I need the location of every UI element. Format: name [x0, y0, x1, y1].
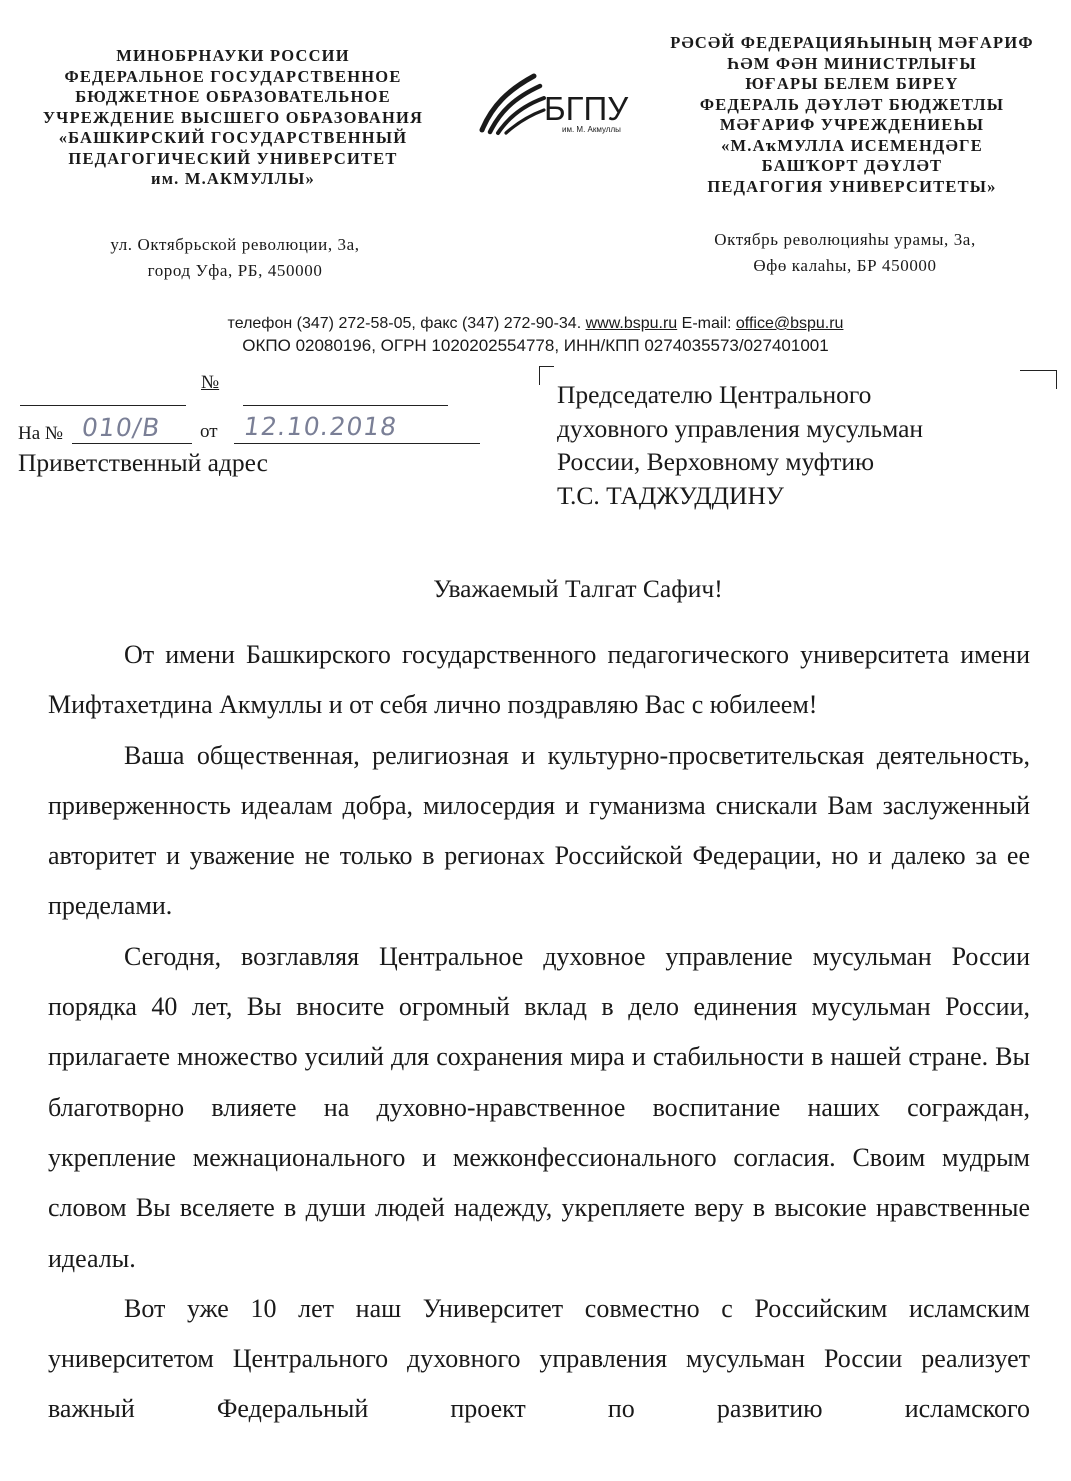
recipient-bracket-left: [539, 366, 554, 385]
recipient-bracket-right: [1020, 370, 1057, 389]
logo-swoosh-icon: [478, 70, 548, 136]
right-org-header: [648, 33, 1056, 197]
right-org-line: БАШҠОРТ ДӘҮЛӘТ: [761, 156, 943, 175]
address-line: город Уфа, РБ, 450000: [147, 261, 323, 280]
contact-line: [0, 313, 1071, 335]
recipient-line: России, Верховному муфтию: [557, 447, 875, 476]
left-address: [40, 232, 430, 284]
left-org-line: ПЕДАГОГИЧЕСКИЙ УНИВЕРСИТЕТ: [68, 148, 398, 168]
paragraph: Вот уже 10 лет наш Университет совместно с Российским исламским университетом Центрального духовного управления мусульман России реализует важный Федеральный проект по развитию исламского: [48, 1293, 1030, 1424]
left-org-line: МИНОБРНАУКИ РОССИИ: [116, 46, 350, 65]
reply-date-line: [234, 443, 480, 444]
email-label: E-mail:: [681, 315, 732, 332]
phone-fax: телефон (347) 272-58-05, факс (347) 272-90-34.: [227, 315, 582, 332]
address-line: ул. Октябрьской революции, 3а,: [110, 235, 360, 254]
reply-number-line: [72, 443, 192, 444]
number-sign: №: [201, 372, 220, 393]
logo-subtext: им. М. Акмуллы: [562, 125, 621, 134]
left-org-line: «БАШКИРСКИЙ ГОСУДАРСТВЕННЫЙ: [58, 128, 408, 147]
recipient-name: Т.С. ТАДЖУДДИНУ: [557, 480, 784, 510]
document-type: Приветственный адрес: [18, 448, 268, 477]
paragraph: Сегодня, возглавляя Центральное духовное управление мусульман России порядка 40 лет, Вы вносите огромный вклад в дело единения мусульман России, прилагаете множество усилий для сохранения мира и стабильности в нашей стране. Вы благотворно влияете на духовно-нравственное воспитание наших сограждан, укрепление межнационального и межконфессионального согласия. Своим мудрым словом Вы вселяете в души людей надежду, укрепляете веру в высокие нравственные идеалы.: [48, 941, 1030, 1273]
right-address: [640, 227, 1050, 279]
right-org-line: МӘҒАРИФ УЧРЕЖДЕНИЕҺЫ: [719, 115, 985, 134]
recipient-block: [557, 378, 923, 512]
letter-body: [48, 630, 1030, 1435]
right-org-line: ЮҒАРЫ БЕЛЕМ БИРЕҮ: [745, 74, 959, 93]
recipient-line: Председателю Центрального: [557, 380, 872, 409]
greeting: Уважаемый Талгат Сафич!: [433, 574, 723, 603]
website-link[interactable]: www.bspu.ru: [585, 315, 678, 332]
address-line: Өфө калаһы, БР 450000: [753, 256, 937, 275]
reply-date: 12.10.2018: [241, 412, 400, 441]
right-org-line: ҺӘМ ФӘН МИНИСТРЛЫҒЫ: [727, 53, 977, 73]
left-org-line: им. М.АКМУЛЛЫ»: [151, 169, 315, 188]
paragraph: Ваша общественная, религиозная и культурно-просветительская деятельность, приверженность идеалам добра, милосердия и гуманизма снискали Вам заслуженный авторитет и уважение не только в регионах Российской Федерации, но и далеко за ее пределами.: [48, 740, 1030, 921]
address-line: Октябрь революцияһы урамы, 3а,: [714, 230, 976, 249]
outgoing-number-line: [243, 405, 448, 406]
paragraph: От имени Башкирского государственного педагогического университета имени Мифтахетдина Акмуллы и от себя лично поздравляю Вас с юбилеем!: [48, 640, 1030, 720]
registry-codes: ОКПО 02080196, ОГРН 1020202554778, ИНН/КПП 0274035573/027401001: [242, 336, 829, 355]
recipient-line: духовного управления мусульман: [557, 413, 924, 443]
right-org-line: РӘСӘЙ ФЕДЕРАЦИЯҺЫНЫҢ МӘҒАРИФ: [670, 33, 1034, 52]
contact-block: [0, 313, 1071, 357]
university-logo: [478, 70, 638, 140]
left-org-line: БЮДЖЕТНОЕ ОБРАЗОВАТЕЛЬНОЕ: [75, 87, 391, 106]
logo-text: БГПУ: [544, 90, 629, 127]
left-org-line: УЧРЕЖДЕНИЕ ВЫСШЕГО ОБРАЗОВАНИЯ: [42, 107, 424, 127]
right-org-line: ПЕДАГОГИЯ УНИВЕРСИТЕТЫ»: [707, 176, 997, 196]
email-link[interactable]: office@bspu.ru: [735, 315, 844, 332]
reply-number: 010/В: [79, 413, 163, 442]
from-label: от: [200, 421, 218, 442]
left-org-header: [20, 46, 446, 190]
right-org-line: ФЕДЕРАЛЬ ДӘҮЛӘТ БЮДЖЕТЛЫ: [699, 94, 1005, 114]
left-org-line: ФЕДЕРАЛЬНОЕ ГОСУДАРСТВЕННОЕ: [64, 66, 402, 86]
reply-label: На №: [18, 423, 64, 444]
right-org-line: «М.АҡМУЛЛА ИСЕМЕНДӘГЕ: [721, 135, 983, 155]
outgoing-date-line: [20, 405, 186, 406]
